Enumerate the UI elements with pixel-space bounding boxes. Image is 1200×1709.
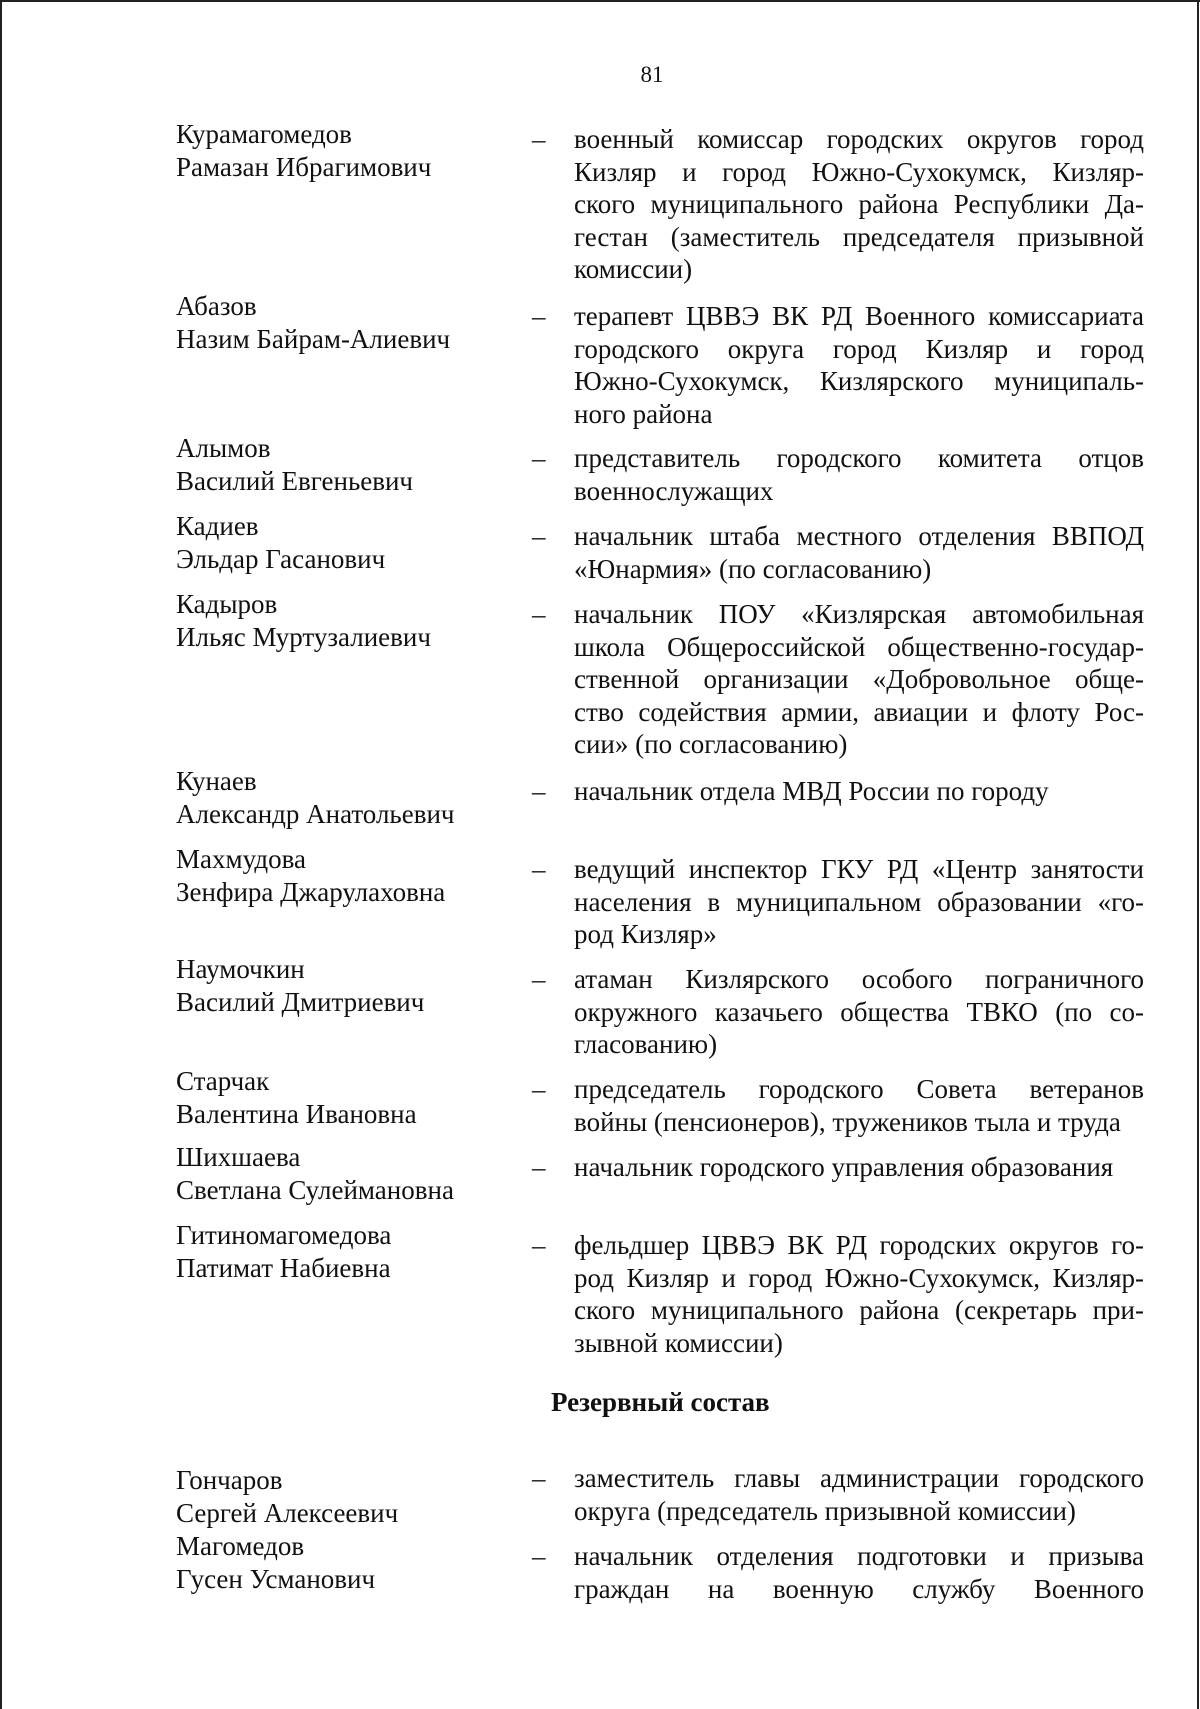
member-surname: Кадыров <box>176 589 278 619</box>
member-surname: Гитиномагомедова <box>176 1220 392 1250</box>
member-surname: Магомедов <box>176 1531 305 1561</box>
role-line: войны (пенсионеров), тружеников тыла и труда <box>574 1106 1121 1137</box>
role-line: род Кизляр» <box>574 919 717 949</box>
member-name <box>176 432 516 497</box>
role-line: заместитель главы администрации городского <box>574 1463 1144 1493</box>
member-role-description <box>574 853 1144 951</box>
role-line: род Кизляр и город Южно-Сухокумск, Кизляр- <box>574 1262 1144 1293</box>
member-given-names: Рамазан Ибрагимович <box>176 151 432 182</box>
page-number: 81 <box>640 62 664 87</box>
role-line: Южно-Сухокумск, Кизлярского муниципаль- <box>574 366 1144 396</box>
member-surname: Махмудова <box>176 844 306 874</box>
role-line: ского муниципального района Республики Да- <box>574 189 1144 219</box>
entry-dash: – <box>532 301 546 331</box>
member-name <box>176 843 516 908</box>
member-surname: Старчак <box>176 1066 270 1096</box>
role-line: фельдшер ЦВВЭ ВК РД городских округов го- <box>574 1230 1144 1260</box>
member-given-names: Гусен Усманович <box>176 1563 376 1594</box>
role-line: атаман Кизлярского особого пограничного <box>574 964 1144 994</box>
member-role-description <box>574 520 1144 585</box>
role-line: окружного казачьего общества ТВКО (по со- <box>574 996 1144 1027</box>
role-line: начальник отдела МВД России по городу <box>574 776 1049 806</box>
role-line: граждан на военную службу Военного <box>574 1573 1144 1604</box>
member-given-names: Патимат Набиевна <box>176 1252 391 1283</box>
member-given-names: Зенфира Джарулаховна <box>176 876 446 907</box>
role-line: начальник отделения подготовки и призыва <box>574 1541 1144 1571</box>
member-surname: Кадиев <box>176 511 259 541</box>
member-role-description <box>574 123 1144 286</box>
entry-dash: – <box>532 1463 546 1493</box>
entry-dash: – <box>532 964 546 994</box>
member-role-description <box>574 598 1144 761</box>
member-given-names: Валентина Ивановна <box>176 1098 417 1129</box>
role-line: населения в муниципальном образовании «го- <box>574 886 1144 917</box>
entry-dash: – <box>532 1152 546 1182</box>
member-given-names: Ильяс Муртузалиевич <box>176 621 431 652</box>
member-surname: Алымов <box>176 433 271 463</box>
member-given-names: Василий Дмитриевич <box>176 986 425 1017</box>
role-line: гестан (заместитель председателя призывной <box>574 221 1144 252</box>
member-given-names: Сергей Алексеевич <box>176 1497 399 1528</box>
member-surname: Абазов <box>176 291 257 321</box>
member-role-description <box>574 1151 1144 1184</box>
member-name <box>176 1530 516 1595</box>
role-line: председатель городского Совета ветеранов <box>574 1074 1144 1104</box>
frame-left-edge <box>0 0 2 1709</box>
role-line: Кизляр и город Южно-Сухокумск, Кизляр- <box>574 156 1144 187</box>
role-line: начальник штаба местного отделения ВВПОД <box>574 521 1144 551</box>
entry-dash: – <box>532 854 546 884</box>
member-surname: Наумочкин <box>176 954 305 984</box>
entry-dash: – <box>532 776 546 806</box>
member-surname: Гончаров <box>176 1465 283 1495</box>
member-role-description <box>574 442 1144 507</box>
member-name <box>176 510 516 575</box>
role-line: ство содействия армии, авиации и флоту Рос- <box>574 696 1144 727</box>
member-name <box>176 953 516 1018</box>
member-given-names: Василий Евгеньевич <box>176 465 414 496</box>
role-line: гласованию) <box>574 1029 718 1059</box>
member-name <box>176 290 516 355</box>
member-role-description <box>574 1229 1144 1359</box>
role-line: ного района <box>574 398 713 429</box>
role-line: школа Общероссийской общественно-государ- <box>574 631 1144 662</box>
role-line: городского округа город Кизляр и город <box>574 333 1144 364</box>
role-line: представитель городского комитета отцов <box>574 443 1144 473</box>
member-surname: Шихшаева <box>176 1142 301 1172</box>
member-name <box>176 588 516 653</box>
entry-dash: – <box>532 1230 546 1260</box>
member-name <box>176 765 516 830</box>
entry-dash: – <box>532 1541 546 1571</box>
member-given-names: Александр Анатольевич <box>176 798 455 829</box>
member-name <box>176 1065 516 1130</box>
role-line: военнослужащих <box>574 475 774 506</box>
member-given-names: Назим Байрам-Алиевич <box>176 323 451 354</box>
member-given-names: Светлана Сулеймановна <box>176 1174 454 1205</box>
member-surname: Кунаев <box>176 766 257 796</box>
member-role-description <box>574 1540 1144 1605</box>
member-role-description <box>574 1073 1144 1138</box>
entry-dash: – <box>532 599 546 629</box>
frame-right-edge <box>1197 0 1199 1709</box>
member-role-description <box>574 775 1144 808</box>
role-line: ственной организации «Добровольное обще- <box>574 664 1144 694</box>
role-line: ведущий инспектор ГКУ РД «Центр занятости <box>574 854 1144 884</box>
member-role-description <box>574 300 1144 430</box>
role-line: комиссии) <box>574 254 693 284</box>
entry-dash: – <box>532 124 546 154</box>
reserve-section-heading: Резервный состав <box>551 1387 770 1417</box>
role-line: военный комиссар городских округов город <box>574 124 1144 154</box>
role-line: начальник городского управления образования <box>574 1152 1114 1182</box>
member-role-description <box>574 1462 1144 1527</box>
member-name <box>176 1219 516 1284</box>
frame-top-edge <box>0 0 1200 2</box>
member-surname: Курамагомедов <box>176 119 352 149</box>
role-line: начальник ПОУ «Кизлярская автомобильная <box>574 599 1144 629</box>
entry-dash: – <box>532 521 546 551</box>
role-line: зывной комиссии) <box>574 1327 783 1358</box>
member-name <box>176 1464 516 1529</box>
role-line: округа (председатель призывной комиссии) <box>574 1495 1076 1526</box>
role-line: ского муниципального района (секретарь при- <box>574 1295 1144 1325</box>
member-name <box>176 1141 516 1206</box>
role-line: сии» (по согласованию) <box>574 729 848 759</box>
entry-dash: – <box>532 443 546 473</box>
role-line: «Юнармия» (по согласованию) <box>574 553 932 584</box>
role-line: терапевт ЦВВЭ ВК РД Военного комиссариата <box>574 301 1144 331</box>
member-name <box>176 118 516 183</box>
entry-dash: – <box>532 1074 546 1104</box>
member-role-description <box>574 963 1144 1061</box>
member-given-names: Эльдар Гасанович <box>176 543 386 574</box>
